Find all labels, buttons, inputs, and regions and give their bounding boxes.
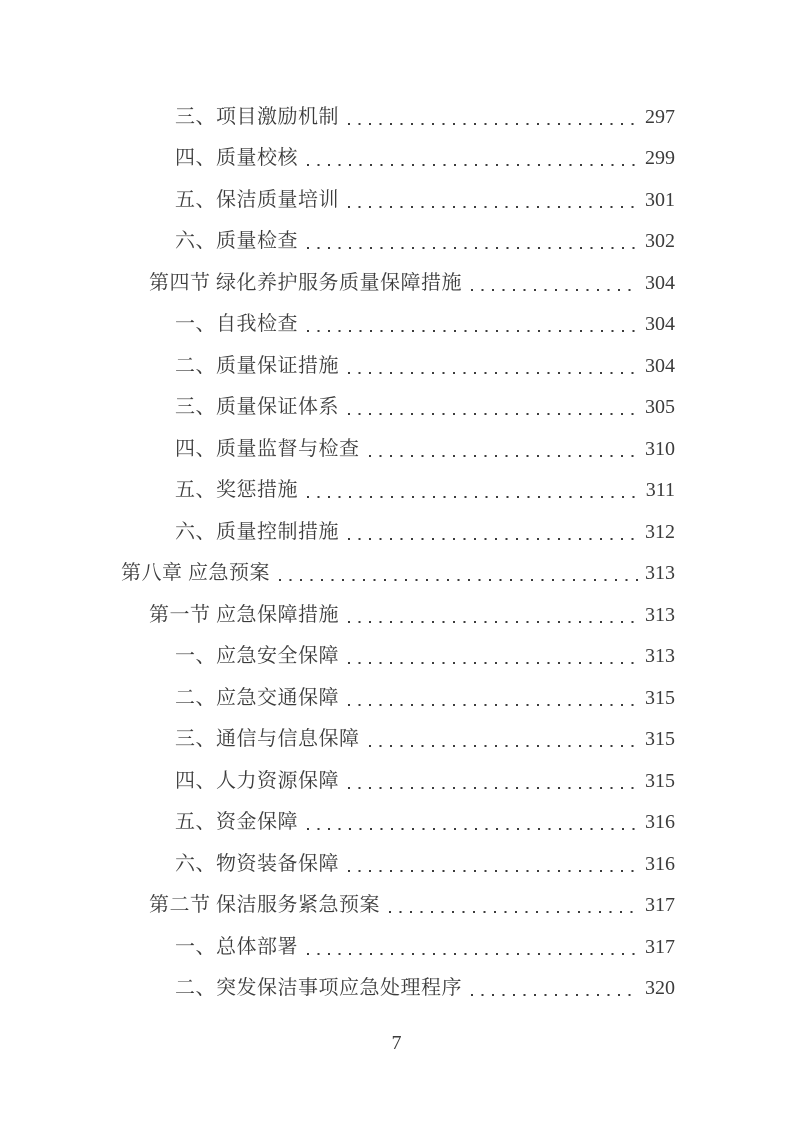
toc-entry — [121, 719, 675, 761]
toc-entry-page: 313 — [645, 645, 675, 668]
toc-entry-page: 316 — [645, 811, 675, 834]
dot-leader — [307, 164, 638, 166]
toc-entry-label: 四、质量监督与检查 — [175, 437, 360, 460]
toc-entry-page: 297 — [645, 105, 675, 128]
dot-leader — [348, 372, 638, 374]
toc-entry-page: 317 — [645, 935, 675, 958]
dot-leader — [307, 247, 638, 249]
dot-leader — [348, 870, 638, 872]
dot-leader — [348, 123, 638, 125]
toc-entry — [121, 636, 675, 678]
toc-entry — [121, 594, 675, 636]
toc-entry-label: 二、应急交通保障 — [175, 686, 339, 709]
toc-entry-label: 第二节 保洁服务紧急预案 — [149, 894, 380, 917]
toc-entry — [121, 760, 675, 802]
toc-entry-page: 313 — [645, 562, 675, 585]
toc-entry-page: 304 — [645, 271, 675, 294]
footer-page-number: 7 — [391, 1032, 402, 1054]
toc-entry — [121, 677, 675, 719]
toc-entry-label: 第八章 应急预案 — [121, 562, 270, 585]
toc-entry-label: 四、人力资源保障 — [175, 769, 339, 792]
dot-leader — [389, 911, 638, 913]
toc-entry-page: 311 — [645, 479, 675, 502]
toc-entry-page: 317 — [645, 894, 675, 917]
dot-leader — [348, 787, 638, 789]
table-of-contents — [121, 96, 675, 1009]
dot-leader — [348, 538, 638, 540]
toc-entry-page: 310 — [645, 437, 675, 460]
dot-leader — [348, 621, 638, 623]
dot-leader — [307, 953, 638, 955]
toc-entry-label: 二、突发保洁事项应急处理程序 — [175, 977, 462, 1000]
toc-entry — [121, 470, 675, 512]
toc-entry — [121, 179, 675, 221]
toc-entry — [121, 553, 675, 595]
dot-leader — [348, 704, 638, 706]
toc-entry-page: 320 — [645, 977, 675, 1000]
toc-entry — [121, 926, 675, 968]
toc-entry-label: 三、项目激励机制 — [175, 105, 339, 128]
dot-leader — [348, 206, 638, 208]
toc-entry-label: 第四节 绿化养护服务质量保障措施 — [149, 271, 462, 294]
toc-entry-page: 312 — [645, 520, 675, 543]
dot-leader — [471, 994, 638, 996]
toc-entry-page: 315 — [645, 728, 675, 751]
toc-entry-page: 302 — [645, 230, 675, 253]
dot-leader — [307, 330, 638, 332]
toc-entry-label: 五、保洁质量培训 — [175, 188, 339, 211]
toc-entry-page: 305 — [645, 396, 675, 419]
toc-entry — [121, 138, 675, 180]
toc-entry-label: 五、资金保障 — [175, 811, 298, 834]
toc-entry — [121, 387, 675, 429]
toc-entry-label: 六、质量控制措施 — [175, 520, 339, 543]
dot-leader — [369, 745, 639, 747]
toc-entry-label: 三、通信与信息保障 — [175, 728, 360, 751]
toc-entry — [121, 843, 675, 885]
toc-entry-page: 304 — [645, 313, 675, 336]
toc-entry-page: 316 — [645, 852, 675, 875]
toc-entry-label: 二、质量保证措施 — [175, 354, 339, 377]
toc-entry — [121, 304, 675, 346]
toc-entry-label: 六、质量检查 — [175, 230, 298, 253]
dot-leader — [471, 289, 638, 291]
toc-entry — [121, 428, 675, 470]
dot-leader — [307, 496, 639, 498]
dot-leader — [348, 662, 638, 664]
dot-leader — [369, 455, 639, 457]
toc-entry-page: 304 — [645, 354, 675, 377]
toc-entry-label: 三、质量保证体系 — [175, 396, 339, 419]
toc-entry-label: 五、奖惩措施 — [175, 479, 298, 502]
toc-entry-label: 六、物资装备保障 — [175, 852, 339, 875]
toc-entry — [121, 262, 675, 304]
toc-entry-page: 299 — [645, 147, 675, 170]
toc-entry — [121, 802, 675, 844]
dot-leader — [279, 579, 638, 581]
toc-entry — [121, 345, 675, 387]
toc-entry-page: 301 — [645, 188, 675, 211]
toc-entry — [121, 968, 675, 1010]
dot-leader — [348, 413, 638, 415]
toc-entry — [121, 511, 675, 553]
toc-entry-page: 313 — [645, 603, 675, 626]
toc-entry-label: 一、应急安全保障 — [175, 645, 339, 668]
dot-leader — [307, 828, 638, 830]
toc-entry-label: 一、自我检查 — [175, 313, 298, 336]
toc-entry-label: 第一节 应急保障措施 — [149, 603, 339, 626]
toc-entry — [121, 96, 675, 138]
toc-entry-page: 315 — [645, 769, 675, 792]
toc-entry — [121, 885, 675, 927]
toc-entry — [121, 221, 675, 263]
toc-entry-page: 315 — [645, 686, 675, 709]
toc-entry-label: 一、总体部署 — [175, 935, 298, 958]
toc-entry-label: 四、质量校核 — [175, 147, 298, 170]
